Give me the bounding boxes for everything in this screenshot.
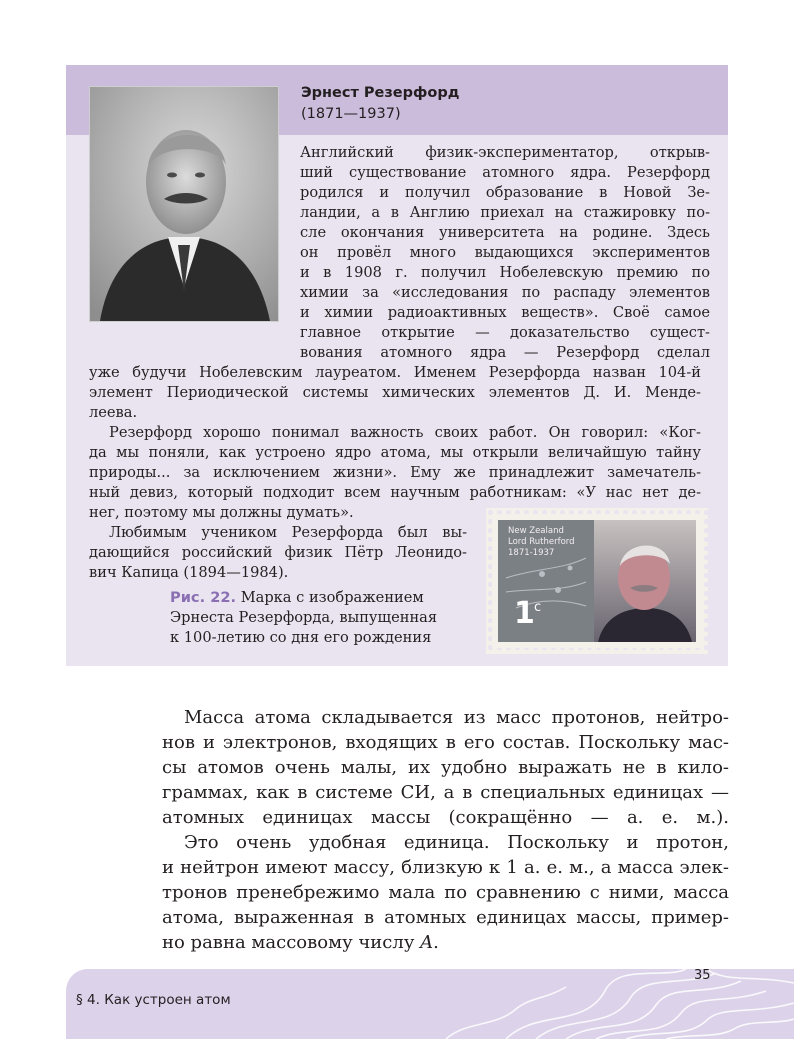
bio-line: он провёл много выдающихся экспериментов xyxy=(300,244,710,261)
stamp-currency: c xyxy=(534,600,542,615)
stamp-years: 1871-1937 xyxy=(508,548,555,558)
bio-line: Резерфорд хорошо понимал важность своих работ. Он говорил: «Ког- xyxy=(109,424,701,441)
bio-line: нег, поэтому мы должны думать». xyxy=(89,504,354,521)
main-text-line: граммах, как в системе СИ, а в специальных единицах — xyxy=(162,782,729,803)
bio-line: леева. xyxy=(89,404,138,421)
bio-line: и в 1908 г. получил Нобелевскую премию по xyxy=(300,264,710,281)
bio-line: химии за «исследования по распаду элементов xyxy=(300,284,710,301)
main-text-line: и нейтрон имеют массу, близкую к 1 а. е. м., а масса элек- xyxy=(162,857,729,878)
figure-caption-text: Марка с изображением xyxy=(236,589,424,606)
main-text-last-line xyxy=(162,931,729,955)
bio-line: ший существование атомного ядра. Резерфорд xyxy=(300,164,710,181)
bio-line: вич Капица (1894—1984). xyxy=(89,564,289,581)
bio-line: ный девиз, который подходит всем научным работникам: «У нас нет де- xyxy=(89,484,701,501)
bio-line: Английский физик-экспериментатор, открыв- xyxy=(300,144,710,161)
bio-line: уже будучи Нобелевским лауреатом. Именем Резерфорда назван 104-й xyxy=(89,364,701,381)
biography-name: Эрнест Резерфорд xyxy=(301,85,460,101)
main-text-line: Масса атома складывается из масс протонов, нейтро- xyxy=(184,707,729,728)
bio-line: сле окончания университета на родине. Здесь xyxy=(300,224,710,241)
biography-years: (1871—1937) xyxy=(301,106,401,122)
figure-caption-line: Эрнеста Резерфорда, выпущенная xyxy=(170,609,438,626)
section-title: § 4. Как устроен атом xyxy=(76,992,231,1008)
main-text-line: сы атомов очень малы, их удобно выражать не в кило- xyxy=(162,757,729,778)
bio-line: да мы поняли, как устроено ядро атома, мы открыли величайшую тайну xyxy=(89,444,701,461)
bio-line: вования атомного ядра — Резерфорд сделал xyxy=(300,344,710,361)
mass-number-symbol: A xyxy=(420,932,434,953)
bio-line: элемент Периодической системы химических элементов Д. И. Менде- xyxy=(89,384,701,401)
bio-line: ландии, а в Англию приехал на стажировку по- xyxy=(300,204,710,221)
main-text-line: но равна массовому числу xyxy=(162,932,421,953)
main-text-line: нов и электронов, входящих в его состав. Поскольку мас- xyxy=(162,732,729,753)
main-text-line: Это очень удобная единица. Поскольку и протон, xyxy=(184,832,729,853)
bio-line: и химии радиоактивных веществ». Своё самое xyxy=(300,304,710,321)
stamp-person: Lord Rutherford xyxy=(508,537,575,547)
figure-label: Рис. 22. xyxy=(170,589,237,606)
bio-line: Любимым учеником Резерфорда был вы- xyxy=(109,524,467,541)
bio-line: главное открытие — доказательство сущест- xyxy=(300,324,710,341)
rutherford-portrait xyxy=(89,86,279,322)
page-number: 35 xyxy=(694,968,711,983)
bio-line: природы... за исключением жизни». Ему же принадлежит замечатель- xyxy=(89,464,701,481)
main-text-line: атома, выраженная в атомных единицах массы, пример- xyxy=(162,907,729,928)
bio-line: родился и получил образование в Новой Зе- xyxy=(300,184,710,201)
sentence-end: . xyxy=(433,932,439,953)
bio-line: дающийся российский физик Пётр Леонидо- xyxy=(89,544,467,561)
figure-caption-line: к 100-летию со дня его рождения xyxy=(170,629,432,646)
stamp-country: New Zealand xyxy=(508,526,564,536)
rutherford-stamp-image xyxy=(486,508,708,654)
main-text-line: атомных единицах массы (сокращённо — а. е. м.). xyxy=(162,807,729,828)
figure-caption-line xyxy=(170,588,424,608)
stamp-denomination: 1 xyxy=(514,596,535,631)
main-text-line: тронов пренебрежимо мала по сравнению с ними, масса xyxy=(162,882,729,903)
